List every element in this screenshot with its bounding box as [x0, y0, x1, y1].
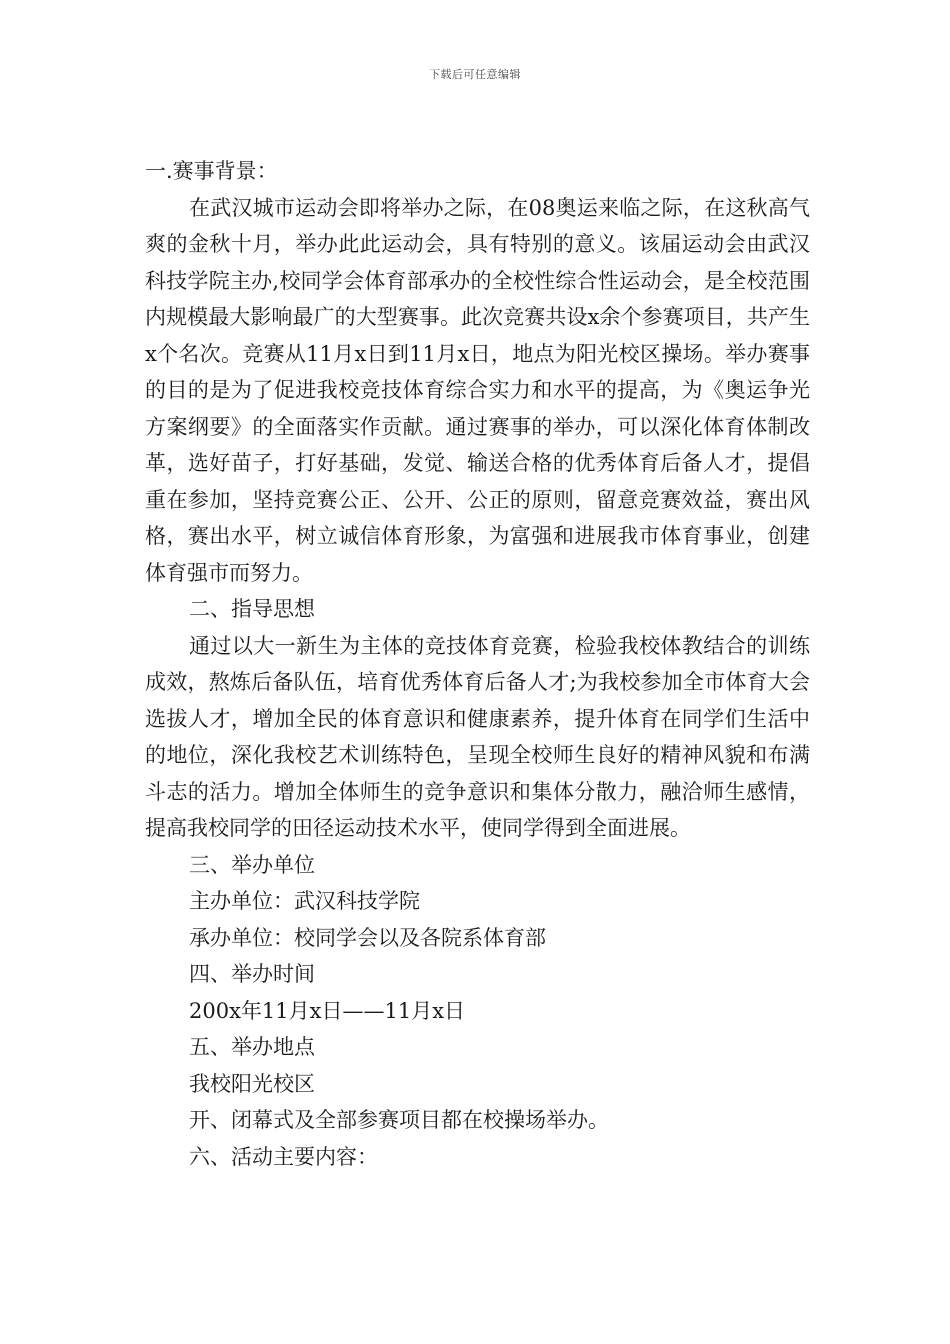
paragraph-guiding: 通过以大一新生为主体的竞技体育竞赛，检验我校体教结合的训练成效，熬炼后备队伍，培育优秀体育后备人才;为我校参加全市体育大会选拔人才，增加全民的体育意识和健康素养，提升体育在同学们生活中的地位，深化我校艺术训练特色，呈现全校师生良好的精神风貌和布满斗志的活力。增加全体师生的竞争意识和集体分散力，融洽师生感情，提高我校同学的田径运动技术水平，使同学得到全面进展。 — [145, 633, 810, 840]
paragraph-background: 在武汉城市运动会即将举办之际，在08奥运来临之际，在这秋高气爽的金秋十月，举办此此运动会，具有特别的意义。该届运动会由武汉科技学院主办,校同学会体育部承办的全校性综合性运动会，是全校范围内规模最大影响最广的大型赛事。此次竞赛共设x余个参赛项目，共产生x个名次。竞赛从11月x日到11月x日，地点为阳光校区操场。举办赛事的目的是为了促进我校竞技体育综合实力和水平的提高，为《奥运争光方案纲要》的全面落实作贡献。通过赛事的举办，可以深化体育体制改革，选好苗子，打好基础，发觉、输送合格的优秀体育后备人才，提倡重在参加，坚持竞赛公正、公开、公正的原则，留意竞赛效益，赛出风格，赛出水平，树立诚信体育形象，为富强和进展我市体育事业，创建体育强市而努力。 — [145, 195, 810, 585]
section-title-guiding: 二、指导思想 — [189, 597, 315, 621]
organizer-host: 主办单位：武汉科技学院 — [189, 889, 420, 913]
organizer-undertaker: 承办单位：校同学会以及各院系体育部 — [189, 925, 546, 950]
section-title-organizer: 三、举办单位 — [189, 852, 315, 877]
document-body — [145, 153, 810, 1175]
section-title-content: 六、活动主要内容： — [189, 1144, 378, 1169]
place-note: 开、闭幕式及全部参赛项目都在校操场举办。 — [189, 1108, 609, 1132]
section-title-time: 四、举办时间 — [189, 962, 315, 986]
page-header: 下载后可任意编辑 — [429, 68, 521, 81]
time-value: 200x年11月x日——11月x日 — [189, 998, 466, 1023]
place-value: 我校阳光校区 — [189, 1071, 315, 1096]
section-title-background: 一.赛事背景： — [145, 159, 278, 183]
section-title-place: 五、举办地点 — [189, 1035, 315, 1059]
